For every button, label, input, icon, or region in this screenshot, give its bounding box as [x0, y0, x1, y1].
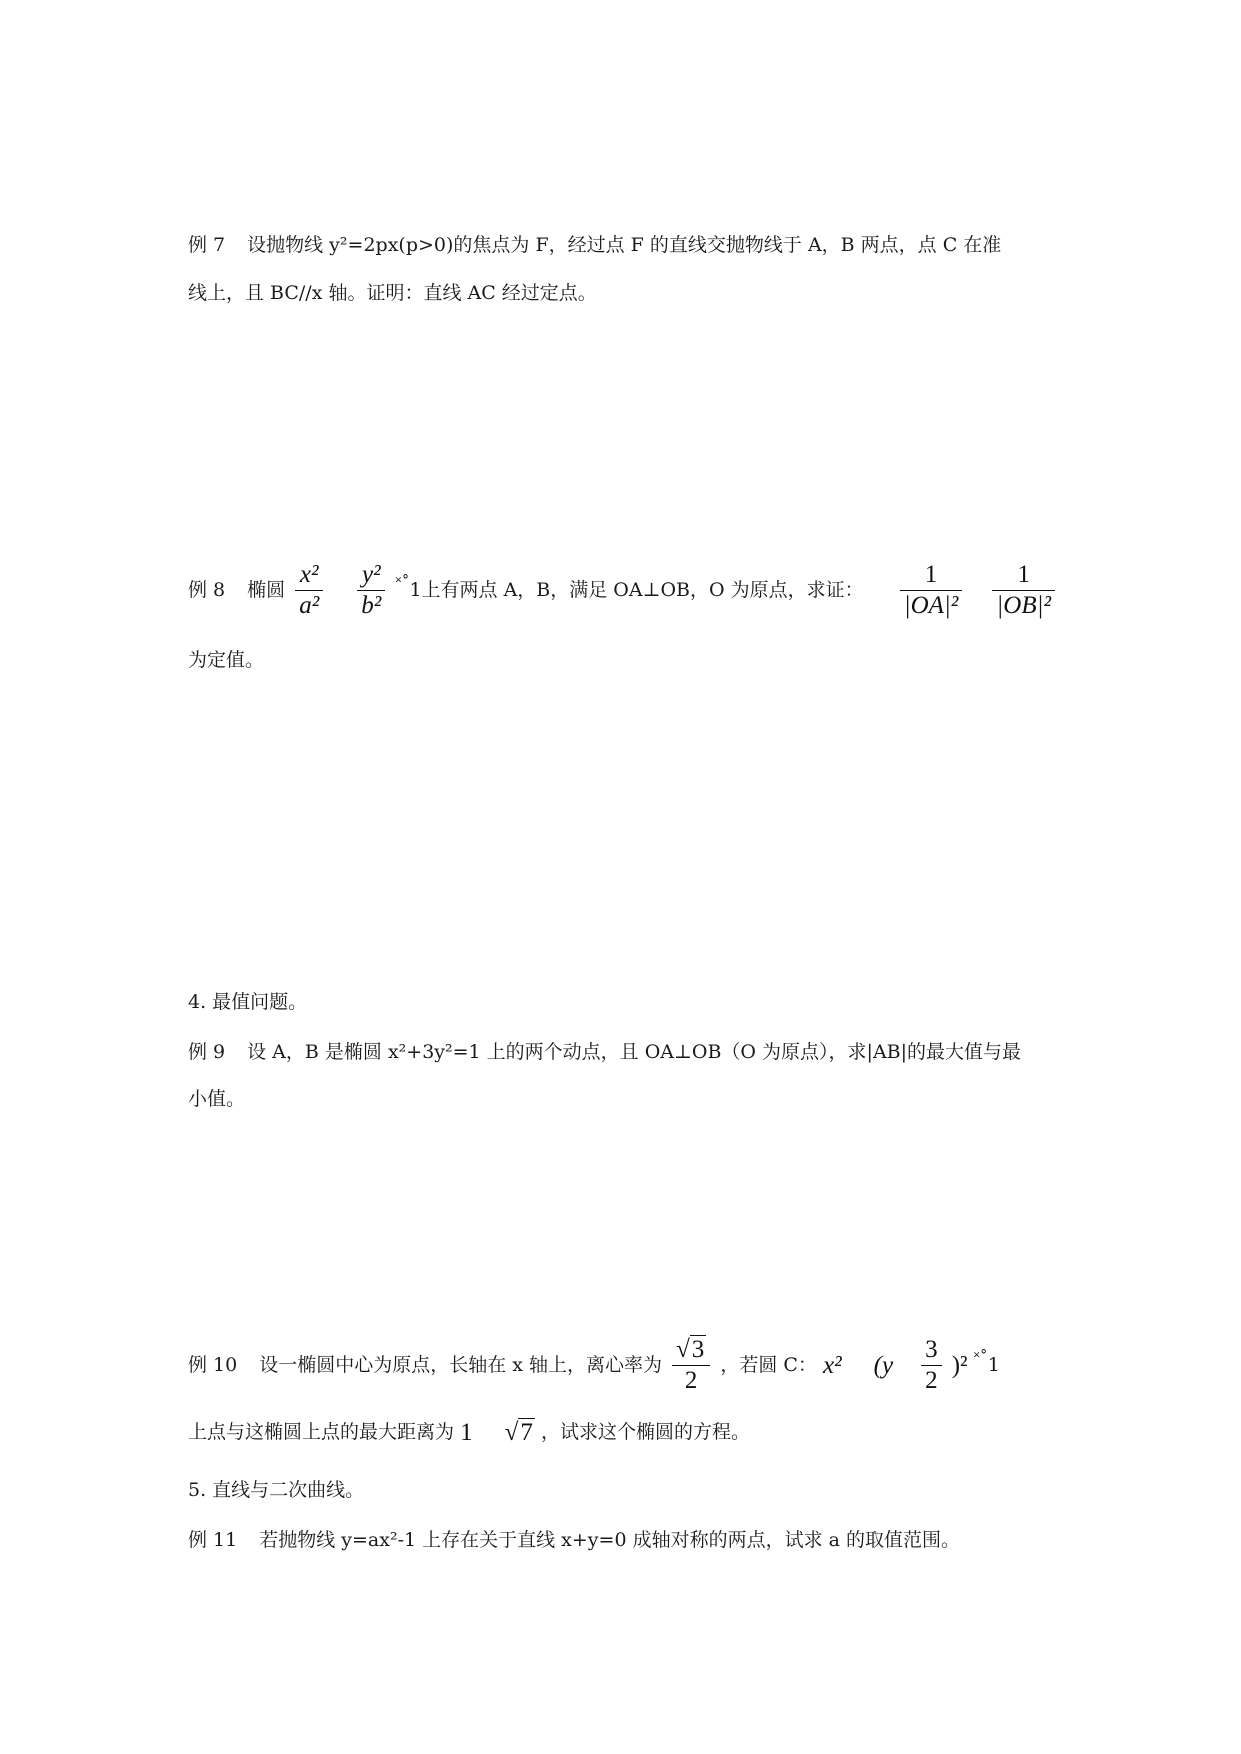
ex11-text1: 若抛物线 y=ax²-1 上存在关于直线 x+y=0 成轴对称的两点，试求 a 的取值范围。	[259, 1529, 960, 1551]
ex8-f4-num: 1	[992, 560, 1055, 591]
ex9-text2: 小值。	[188, 1088, 246, 1110]
ex10-line2-pre: 上点与这椭圆上点的最大距离为	[188, 1421, 455, 1443]
ex10-line2-post: ，试求这个椭圆的方程。	[540, 1421, 750, 1443]
ex8-pre: 椭圆	[247, 579, 286, 601]
ex8-label: 例 8	[188, 579, 226, 601]
ex8-eq: 1	[409, 579, 422, 601]
ex10-mid: ，若圆 C：	[720, 1354, 817, 1376]
ex8-fraction-y	[357, 560, 385, 621]
ex10-circle-tail: )²	[951, 1352, 968, 1379]
ex8-fraction-x	[295, 560, 323, 621]
ex10-circle-x: x²	[822, 1352, 842, 1379]
ex8-line2	[188, 648, 264, 672]
ex8-line1: 例 8 椭圆 $\frac{\text{x²}}{\text{a²}}$ $\frac{\text{y²}}{\text{b²}}$ ˟˚1上有两点 A，B，满足 OA⊥OB，O 为原点，求证： $\frac{1}{\text{|OA|²}}$ $\frac{1}{\text{|OB|²}}$	[188, 560, 1059, 621]
ex7-text1: 设抛物线 y²=2px(p>0)的焦点为 F，经过点 F 的直线交抛物线于 A，B 两点，点 C 在准	[247, 234, 1002, 256]
ex8-f3-num: 1	[900, 560, 963, 591]
ex9-line2	[188, 1087, 245, 1111]
ex7-line2	[188, 281, 597, 305]
ex11-line1	[188, 1528, 960, 1552]
section-4-title	[188, 990, 307, 1014]
ex10-eccentricity: $\frac{√3}{2}$	[672, 1335, 710, 1396]
ex8-f3-den: |OA|²	[903, 592, 959, 619]
section-5-text: 5. 直线与二次曲线。	[188, 1479, 365, 1501]
ex8-f4-den: |OB|²	[996, 592, 1051, 619]
ex8-f2-num: y²	[357, 560, 385, 591]
ex10-c-den: 2	[925, 1367, 938, 1394]
ex10-eq: 1	[987, 1354, 1000, 1376]
ex8-fraction-oa	[900, 560, 963, 621]
ex10-e-den: 2	[684, 1367, 698, 1394]
section-5-title	[188, 1478, 364, 1502]
ex8-f1-den: a²	[299, 592, 320, 619]
ex7-line1	[188, 233, 1001, 257]
ex10-circle-frac	[921, 1335, 942, 1396]
ex9-text1: 设 A，B 是椭圆 x²+3y²=1 上的两个动点，且 OA⊥OB（O 为原点），求|AB|的最大值与最	[247, 1041, 1022, 1063]
ex10-dist-a: 1	[460, 1419, 473, 1446]
ex9-label: 例 9	[188, 1041, 226, 1063]
ex7-text2: 线上，且 BC//x 轴。证明：直线 AC 经过定点。	[188, 282, 597, 304]
ex10-label: 例 10	[188, 1354, 238, 1376]
section-4-text: 4. 最值问题。	[188, 991, 308, 1013]
ex10-circle-y: (y	[873, 1352, 894, 1379]
ex8-f1-num: x²	[295, 560, 323, 591]
ex8-mid: 上有两点 A，B，满足 OA⊥OB，O 为原点，求证：	[421, 579, 864, 601]
ex11-label: 例 11	[188, 1529, 238, 1551]
ex7-label: 例 7	[188, 234, 226, 256]
ex8-f2-den: b²	[361, 592, 382, 619]
ex10-c-num: 3	[921, 1335, 942, 1366]
ex9-line1	[188, 1040, 1021, 1064]
ex10-e-num: 3	[691, 1336, 705, 1363]
ex10-pre: 设一椭圆中心为原点，长轴在 x 轴上，离心率为	[259, 1354, 663, 1376]
ex8-fraction-ob	[992, 560, 1055, 621]
ex10-line2	[188, 1420, 750, 1445]
ex10-dist-b: 7	[520, 1419, 533, 1446]
ex10-dist-sqrt: √7	[504, 1419, 533, 1446]
ex8-text2: 为定值。	[188, 649, 265, 671]
ex10-line1: 例 10 设一椭圆中心为原点，长轴在 x 轴上，离心率为 $\frac{√3}{2}$ ，若圆 C： x² (y $\frac{3}{2}$ )² ˟˚1	[188, 1336, 1000, 1394]
